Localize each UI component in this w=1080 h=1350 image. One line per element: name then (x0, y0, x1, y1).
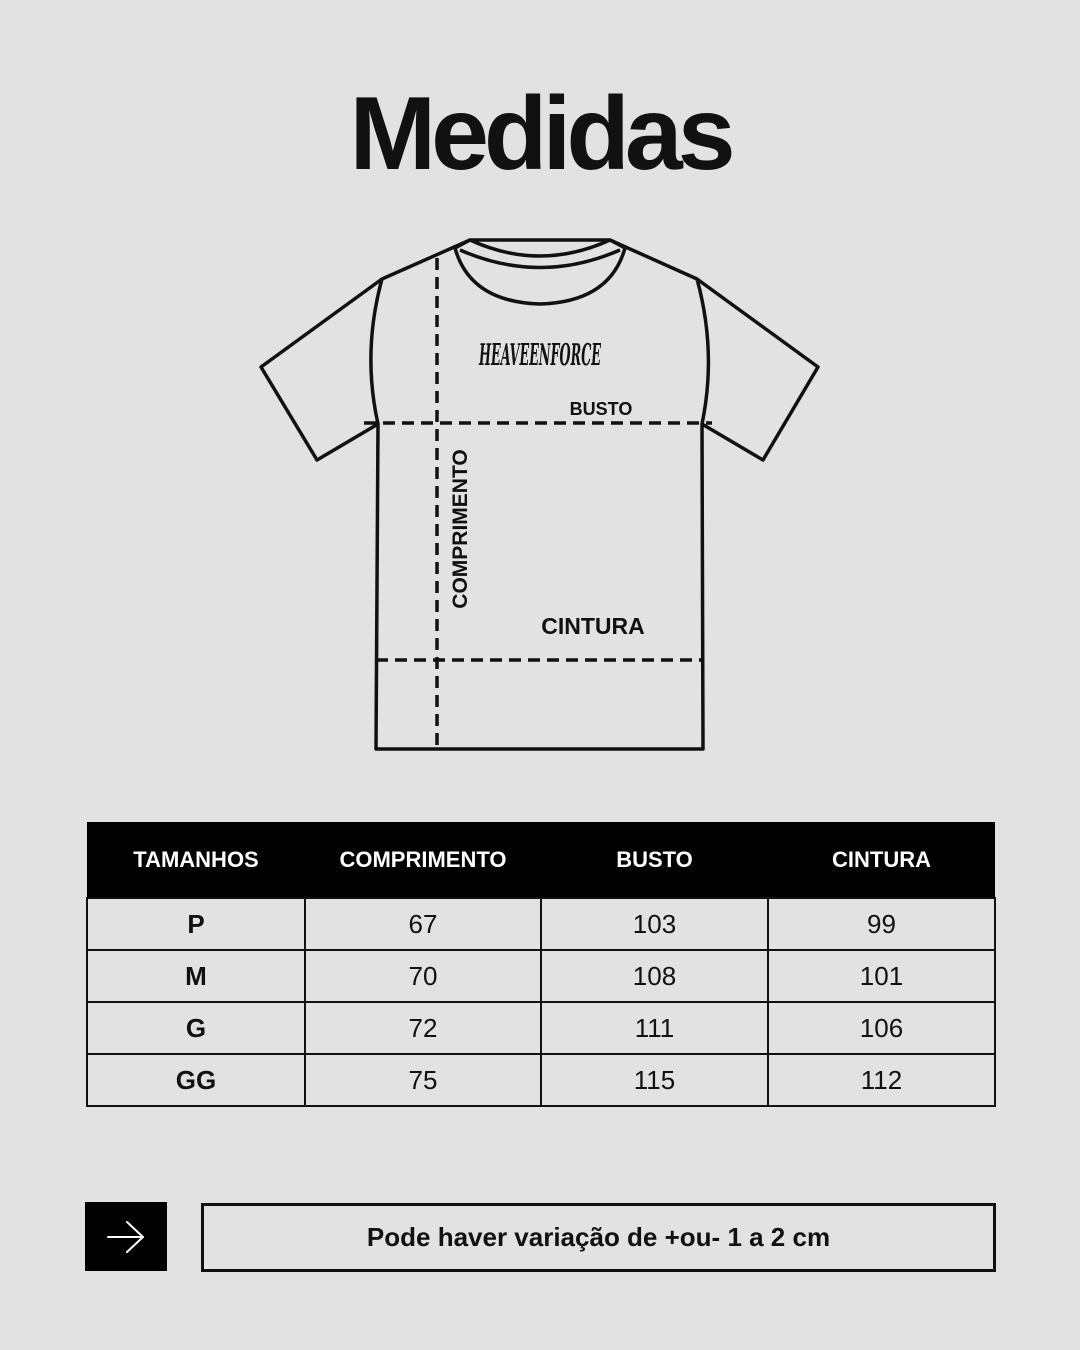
cintura-label: CINTURA (541, 613, 645, 639)
header-tamanhos: TAMANHOS (87, 822, 305, 898)
right-sleeve-seam (697, 279, 708, 424)
header-cintura: CINTURA (768, 822, 995, 898)
cintura-cell: 106 (768, 1002, 995, 1054)
arrow-button[interactable] (85, 1202, 167, 1271)
left-sleeve-seam (371, 279, 382, 424)
cintura-cell: 99 (768, 898, 995, 950)
busto-cell: 111 (541, 1002, 768, 1054)
busto-cell: 103 (541, 898, 768, 950)
table-row (87, 898, 995, 950)
variation-note (201, 1203, 996, 1272)
header-busto: BUSTO (541, 822, 768, 898)
header-comprimento: COMPRIMENTO (305, 822, 541, 898)
size-cell: GG (87, 1054, 305, 1106)
size-cell: M (87, 950, 305, 1002)
tshirt-outline (261, 240, 818, 749)
size-table (86, 822, 996, 1107)
size-cell: G (87, 1002, 305, 1054)
comprimento-cell: 70 (305, 950, 541, 1002)
variation-note-text: Pode haver variação de +ou- 1 a 2 cm (366, 1222, 831, 1252)
arrow-right-icon (105, 1219, 147, 1255)
neck-collar (455, 240, 625, 304)
table-header-row (87, 822, 995, 898)
comprimento-cell: 67 (305, 898, 541, 950)
size-cell: P (87, 898, 305, 950)
neck-inner-line (460, 250, 620, 268)
table-row (87, 1054, 995, 1106)
comprimento-label: COMPRIMENTO (449, 449, 472, 609)
comprimento-cell: 72 (305, 1002, 541, 1054)
busto-label: BUSTO (569, 399, 633, 419)
comprimento-cell: 75 (305, 1054, 541, 1106)
page-title: Medidas (349, 76, 731, 192)
cintura-cell: 101 (768, 950, 995, 1002)
busto-cell: 115 (541, 1054, 768, 1106)
table-row (87, 1002, 995, 1054)
cintura-cell: 112 (768, 1054, 995, 1106)
table-row (87, 950, 995, 1002)
logo-text: HEAVEENFORCE (478, 338, 602, 373)
busto-cell: 108 (541, 950, 768, 1002)
